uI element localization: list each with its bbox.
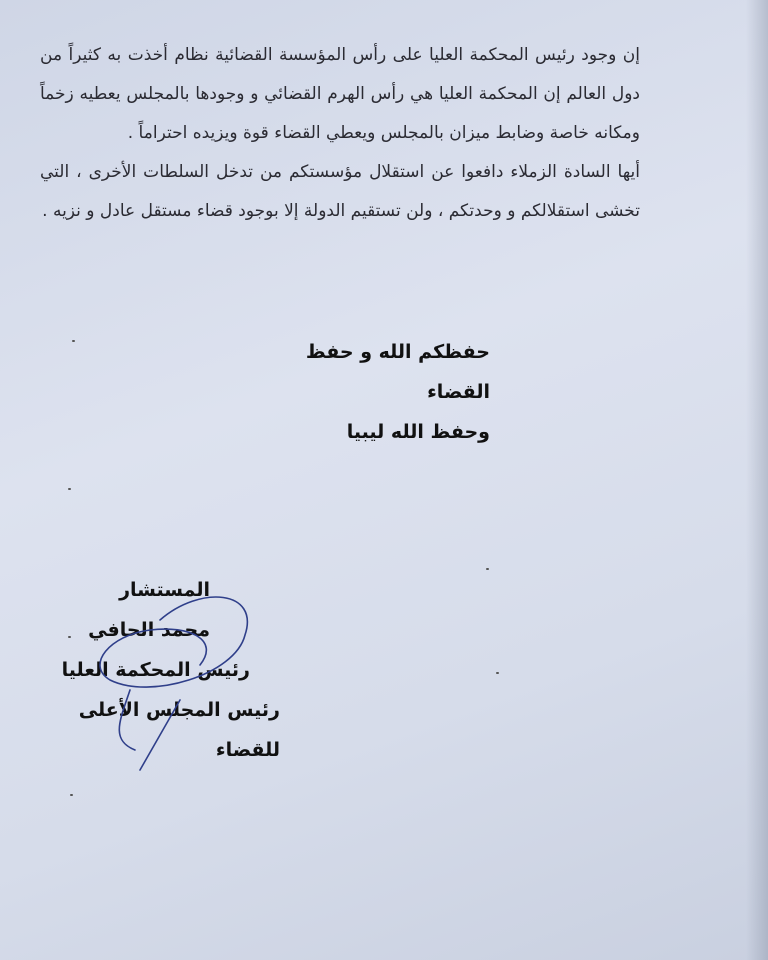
letter-body bbox=[40, 36, 640, 231]
signature-position-2: رئيس المجلس الأعلى للقضاء bbox=[78, 699, 280, 761]
closing-line-2: وحفظ الله ليبيا bbox=[346, 421, 490, 443]
signature-title: المستشار bbox=[119, 579, 210, 601]
paper-speck bbox=[496, 672, 499, 674]
paper-speck bbox=[68, 636, 71, 638]
paper-speck bbox=[72, 340, 75, 342]
signature-name: محمد الحافي bbox=[88, 619, 210, 641]
closing-block bbox=[250, 332, 490, 452]
paper-speck bbox=[486, 568, 489, 570]
paragraph-2: أيها السادة الزملاء دافعوا عن استقلال مؤسستكم من تدخل السلطات الأخرى ، التي تخشى استقلالكم و وحدتكم ، ولن تستقيم الدولة إلا بوجود قضاء مستقل عادل و نزيه . bbox=[40, 162, 640, 221]
paragraph-1: إن وجود رئيس المحكمة العليا على رأس المؤسسة القضائية نظام أخذت به كثيراً من دول العالم إن المحكمة العليا هي رأس الهرم القضائي و وجودها بالمجلس يعطيه زخماً ومكانه خاصة وضابط ميزان بالمجلس ويعطي القضاء قوة ويزيده احتراماً . bbox=[40, 45, 640, 143]
paper-speck bbox=[68, 488, 71, 490]
paper-speck bbox=[70, 794, 73, 796]
handwritten-signature-scribble bbox=[90, 580, 270, 780]
closing-line-1: حفظكم الله و حفظ القضاء bbox=[305, 341, 490, 403]
page-edge-shadow bbox=[746, 0, 768, 960]
signature-position-1: رئيس المحكمة العليا bbox=[61, 659, 250, 681]
